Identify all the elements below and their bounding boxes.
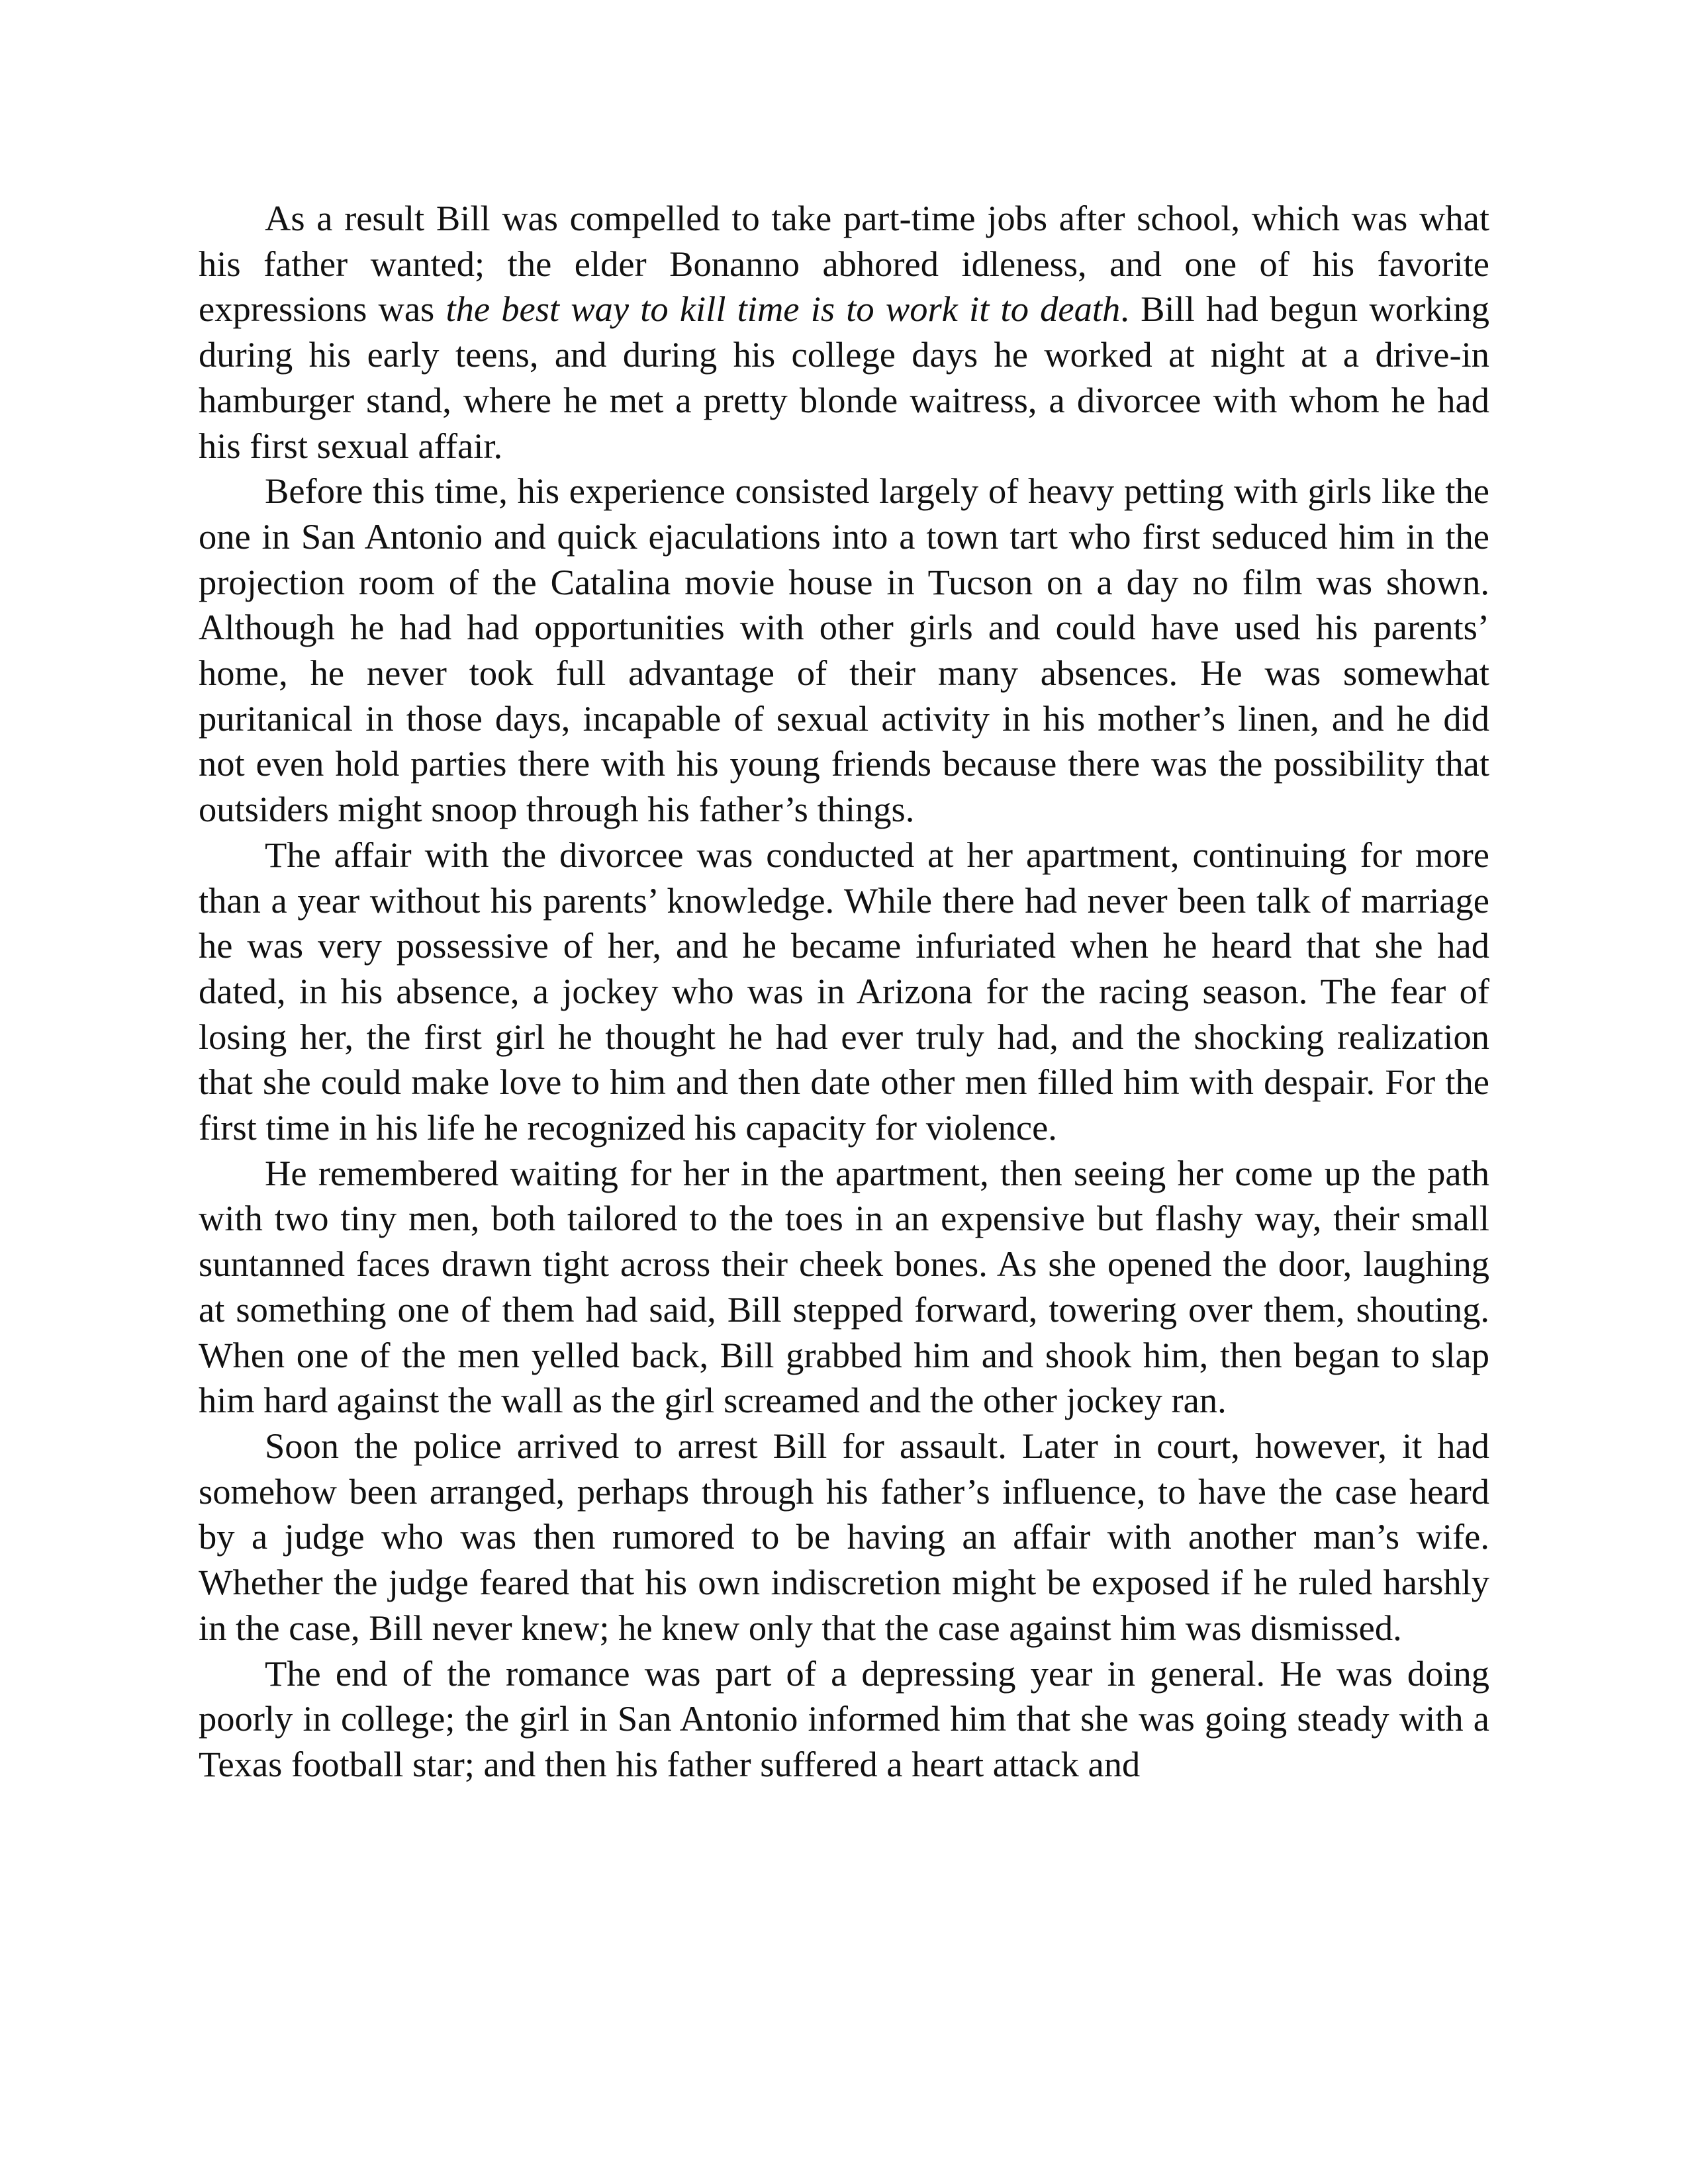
paragraph-1-text-end: . Bill had begun working during his early teens, and during his college days he worked at night at a drive-in hamburger stand, where he met a pretty blonde waitress, a divorcee with whom he had his first sexual affair. bbox=[199, 289, 1489, 466]
paragraph-3: The affair with the divorcee was conducted at her apartment, continuing for more than a year without his parents’ knowledge. While there had never been talk of marriage he was very possessive of her, and he became infuriated when he heard that she had dated, in his absence, a jockey who was in Arizona for the racing season. The fear of losing her, the first girl he thought he had ever truly had, and the shocking realization that she could make love to him and then date other men filled him with despair. For the first time in his life he recognized his capacity for violence. bbox=[199, 834, 1489, 1148]
paragraph-1 bbox=[199, 196, 1489, 469]
paragraph-5: Soon the police arrived to arrest Bill for assault. Later in court, however, it had somehow been arranged, perhaps through his father’s influence, to have the case heard by a judge who was then rumored to be having an affair with another man’s wife. Whether the judge feared that his own indiscretion might be exposed if he ruled harshly in the case, Bill never knew; he knew only that the case against him was dismissed. bbox=[199, 1425, 1489, 1648]
body-text bbox=[199, 196, 1489, 1788]
paragraph-1-text-start: As a result Bill was compelled to take part-time jobs after school, which was what his father wanted; the elder Bonanno abhored idleness, and one of his favorite expressions was bbox=[199, 198, 1489, 330]
paragraph-1-italic-phrase: the best way to kill time is to work it to death bbox=[445, 289, 1121, 330]
paragraph-2: Before this time, his experience consisted largely of heavy petting with girls like the one in San Antonio and quick ejaculations into a town tart who first seduced him in the projection room of the Catalina movie house in Tucson on a day no film was shown. Although he had had opportunities with other girls and could have used his parents’ home, he never took full advantage of their many absences. He was somewhat puritanical in those days, incapable of sexual activity in his mother’s linen, and he did not even hold parties there with his young friends because there was the possibility that outsiders might snoop through his father’s things. bbox=[199, 471, 1489, 830]
paragraph-6: The end of the romance was part of a depressing year in general. He was doing poorly in college; the girl in San Antonio informed him that she was going steady with a Texas football star; and then his father suffered a heart attack and bbox=[199, 1653, 1489, 1784]
paragraph-4: He remembered waiting for her in the apartment, then seeing her come up the path with two tiny men, both tailored to the toes in an expensive but flashy way, their small suntanned faces drawn tight across their cheek bones. As she opened the door, laughing at something one of them had said, Bill stepped forward, towering over them, shouting. When one of the men yelled back, Bill grabbed him and shook him, then began to slap him hard against the wall as the girl screamed and the other jockey ran. bbox=[199, 1152, 1489, 1421]
